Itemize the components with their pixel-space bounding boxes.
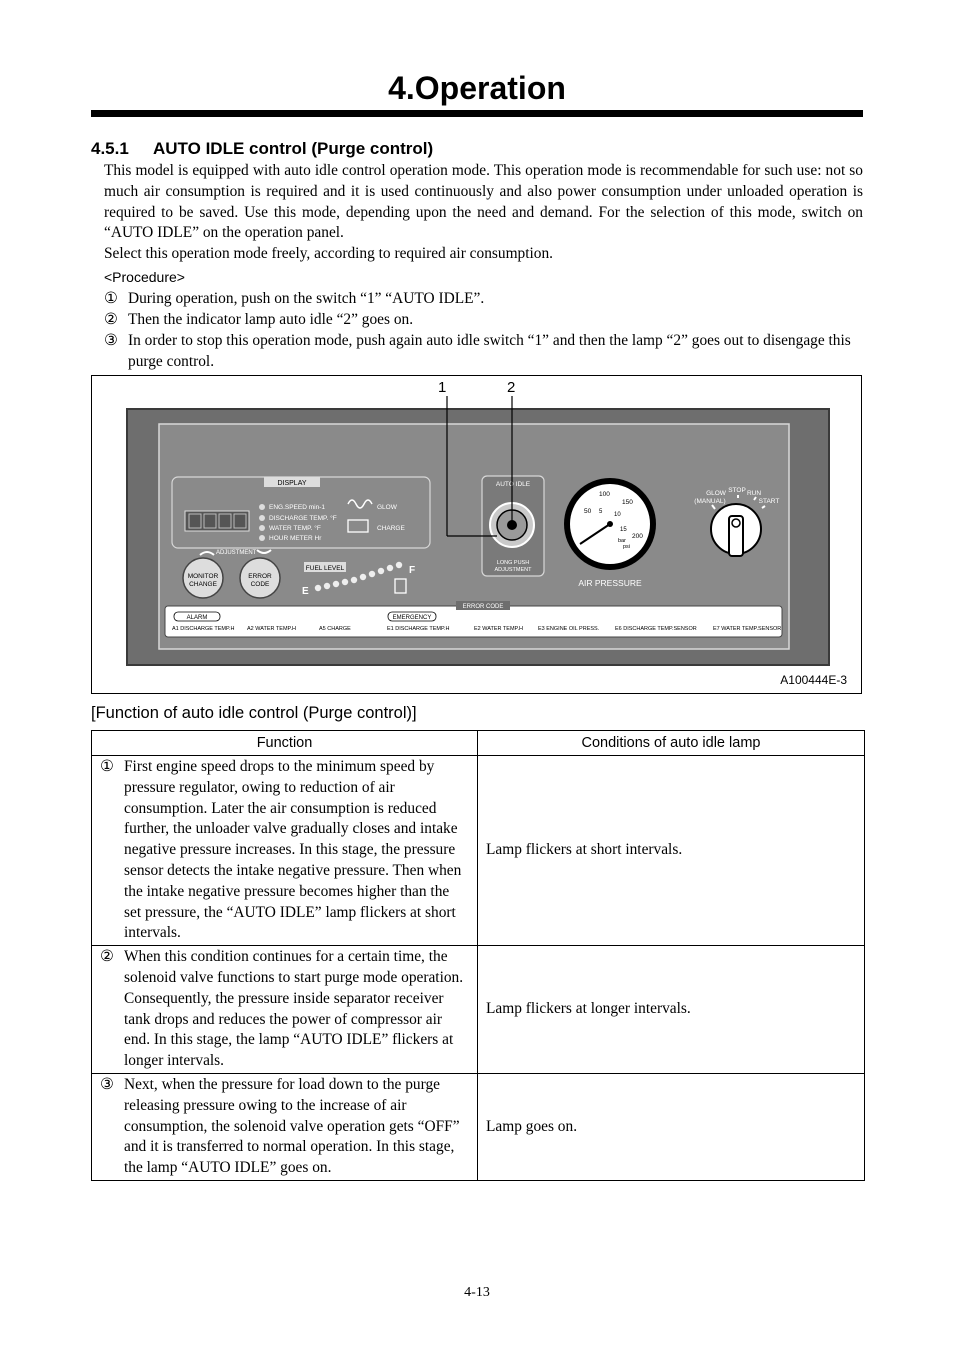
- gauge-hub: [607, 521, 613, 527]
- page-number: 4-13: [464, 1285, 490, 1300]
- callout-1: 1: [438, 379, 447, 396]
- monitor-change-label: CHANGE: [189, 581, 217, 588]
- step-marker: ①: [104, 290, 118, 307]
- gauge-tick-label: 150: [622, 499, 633, 506]
- key-start-label: START: [758, 498, 780, 505]
- charge-label: CHARGE: [377, 525, 405, 532]
- error-code-strip: [165, 606, 782, 637]
- operation-panel-illustration: [92, 376, 863, 695]
- indicator-lamp: [259, 535, 265, 541]
- section-heading: [91, 138, 433, 160]
- fuel-lamp: [342, 579, 348, 585]
- condition-cell: Lamp flickers at longer intervals.: [478, 946, 865, 1074]
- table-header-row: [92, 731, 865, 756]
- column-header-function: Function: [92, 731, 478, 756]
- emergency-item: E7 WATER TEMP.SENSOR: [713, 626, 782, 632]
- fuel-lamp: [333, 581, 339, 587]
- error-code-label: ERROR CODE: [462, 604, 504, 610]
- function-cell: [92, 1073, 478, 1180]
- emergency-label: EMERGENCY: [392, 615, 432, 621]
- alarm-item: A1 DISCHARGE TEMP.H: [172, 626, 235, 632]
- key-glow-label: GLOW: [706, 490, 726, 497]
- fuel-lamp: [369, 571, 375, 577]
- fuel-full-label: F: [409, 565, 416, 576]
- gauge-tick-label: 5: [599, 509, 603, 515]
- column-header-conditions: Conditions of auto idle lamp: [478, 731, 865, 756]
- function-text: When this condition continues for a certain time, the solenoid valve functions to start purge mode operation. Consequently, the pressure inside separator receiver tank drops and reduces the power of compressor air end. In this stage, the lamp “AUTO IDLE” flickers at longer intervals.: [124, 948, 464, 1070]
- gauge-tick-label: 50: [584, 508, 592, 515]
- glow-label: GLOW: [377, 504, 397, 511]
- alarm-item: A2 WATER TEMP.H: [247, 626, 297, 632]
- callout-2: 2: [507, 379, 516, 396]
- fuel-lamp: [315, 585, 321, 591]
- emergency-item: E3 ENGINE OIL PRESS.: [538, 626, 600, 632]
- operation-panel-figure: [91, 375, 862, 694]
- procedure-step: [104, 310, 863, 331]
- function-text: Next, when the pressure for load down to the purge releasing pressure owing to the increase of air consumption, the solenoid valve operation gets “OFF” and it is transferred to normal operation. In this stage, the lamp “AUTO IDLE” goes on.: [124, 1075, 460, 1177]
- gauge-tick-label: 100: [599, 491, 610, 498]
- alarm-label: ALARM: [186, 615, 208, 621]
- condition-cell: Lamp flickers at short intervals.: [478, 756, 865, 946]
- table-row: [92, 1073, 865, 1180]
- indicator-lamp: [259, 525, 265, 531]
- step-text: Then the indicator lamp auto idle “2” goes on.: [128, 311, 414, 328]
- emergency-item: E2 WATER TEMP.H: [474, 626, 524, 632]
- step-marker: ②: [104, 311, 118, 328]
- table-row: [92, 946, 865, 1074]
- function-table: [91, 730, 865, 1181]
- air-pressure-label: AIR PRESSURE: [578, 578, 642, 588]
- row-marker: ②: [100, 948, 114, 966]
- monitor-change-label: MONITOR: [187, 573, 219, 580]
- function-cell: [92, 756, 478, 946]
- indicator-label: HOUR METER Hr: [269, 535, 322, 542]
- condition-cell: Lamp goes on.: [478, 1073, 865, 1180]
- intro-line: Select this operation mode freely, according to required air consumption.: [104, 245, 554, 263]
- intro-paragraph: This model is equipped with auto idle control operation mode. This operation mode is recommendable for such use: not so much air consumption is required and it is used continuously and also power consumption under unloaded operation is required to be saved. Use this mode, depending upon the need and demand. For the selection of this mode, switch on “AUTO IDLE” on the operation panel.: [104, 162, 863, 242]
- emergency-item: E6 DISCHARGE TEMP.SENSOR: [615, 626, 697, 632]
- chapter-title: 4.Operation: [388, 70, 566, 106]
- gauge-tick-label: 10: [614, 512, 621, 518]
- key-manual-label: (MANUAL): [694, 498, 726, 505]
- gauge-unit: bar: [618, 538, 626, 544]
- step-text: In order to stop this operation mode, push again auto idle switch “1” and then the lamp “2” goes out to disengage this purge control.: [128, 332, 851, 370]
- section-number: 4.5.1: [91, 139, 129, 158]
- fuel-level-label: FUEL LEVEL: [305, 565, 345, 572]
- auto-idle-label: AUTO IDLE: [495, 481, 531, 488]
- emergency-item: E1 DISCHARGE TEMP.H: [387, 626, 450, 632]
- step-text: During operation, push on the switch “1” “AUTO IDLE”.: [128, 290, 485, 307]
- figure-code: A100444E-3: [780, 673, 847, 687]
- fuel-lamp: [387, 565, 393, 571]
- row-marker: ①: [100, 758, 114, 775]
- key-stop-label: STOP: [728, 487, 746, 494]
- fuel-lamp: [378, 568, 384, 574]
- display-label: DISPLAY: [277, 480, 307, 487]
- indicator-lamp: [259, 504, 265, 510]
- function-cell: [92, 946, 478, 1074]
- indicator-label: WATER TEMP. °F: [269, 525, 321, 532]
- gauge-tick-label: 15: [620, 527, 627, 533]
- fuel-lamp: [360, 574, 366, 580]
- row-marker: ③: [100, 1075, 114, 1093]
- fuel-empty-label: E: [302, 586, 309, 597]
- table-caption: [Function of auto idle control (Purge control)]: [91, 704, 417, 722]
- procedure-step: [104, 331, 863, 373]
- fuel-lamp: [324, 583, 330, 589]
- long-push-label: LONG PUSH: [496, 560, 530, 566]
- gauge-unit: psi: [623, 544, 631, 550]
- indicator-lamp: [259, 515, 265, 521]
- indicator-label: DISCHARGE TEMP. °F: [269, 515, 337, 522]
- fuel-lamp: [396, 562, 402, 568]
- alarm-item: A5 CHARGE: [319, 626, 351, 632]
- adjustment-label: ADJUSTMENT: [216, 550, 257, 556]
- intro-text: [104, 161, 863, 265]
- indicator-label: ENG.SPEED min-1: [269, 504, 325, 511]
- key-run-label: RUN: [746, 490, 762, 497]
- function-text: First engine speed drops to the minimum speed by pressure regulator, owing to reduction of air consumption. Later the air consumption is reduced further, the unloader valve gradually closes and intake negative pressure increases. In this stage, the pressure sensor detects the intake negative pressure. Then when the intake negative pressure becomes higher than the set pressure, the “AUTO IDLE” lamp flickers at short intervals.: [124, 758, 462, 942]
- table-row: [92, 756, 865, 946]
- procedure-step: [104, 289, 863, 310]
- long-push-label: ADJUSTMENT: [494, 567, 532, 573]
- key-icon: [729, 516, 743, 556]
- section-title: AUTO IDLE control (Purge control): [153, 139, 434, 158]
- procedure-label: <Procedure>: [104, 269, 185, 285]
- gauge-tick-label: 200: [632, 533, 643, 540]
- step-marker: ③: [104, 332, 118, 349]
- title-rule: [91, 110, 863, 117]
- error-code-button-label: ERROR: [248, 573, 272, 580]
- error-code-button-label: CODE: [250, 581, 270, 588]
- fuel-lamp: [351, 577, 357, 583]
